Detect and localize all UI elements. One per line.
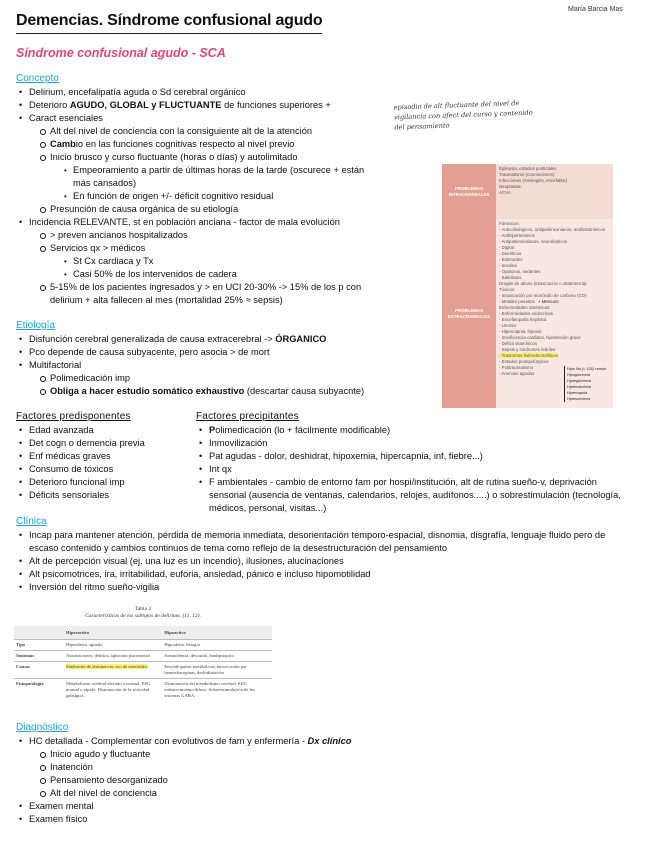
table2-cell-key: Tipo bbox=[14, 640, 64, 651]
diagnostico-subitem: Pensamiento desorganizado bbox=[16, 774, 351, 787]
concepto-subsubitem: • En función de origen +/- déficit cognitivo residual bbox=[16, 190, 364, 203]
causes-note-line: Hipercapnia bbox=[567, 391, 588, 395]
predisponentes-list bbox=[16, 424, 145, 502]
concepto-subitem: > preven ancianos hospitalizados bbox=[16, 229, 364, 242]
causes-extra-item: - Insulina bbox=[499, 263, 517, 268]
etiologia-subitem: Polimedicación imp bbox=[16, 372, 364, 385]
section-heading-concepto: Concepto bbox=[16, 73, 59, 84]
section-heading-clinica: Clínica bbox=[16, 516, 47, 527]
concepto-subitem: Cambio en las funciones cognitivas respecto al nivel previo bbox=[16, 138, 364, 151]
table2-cell-key: Fisiopatología bbox=[14, 679, 64, 702]
table2-caption: Tabla 2 Características de los subtipos de delirium. (11, 12). bbox=[85, 606, 201, 619]
concepto-item: • Delirium, encefalipatía aguda o Sd cerebral orgánico bbox=[16, 86, 364, 99]
causes-intra-item: Traumatismo (conmociones) bbox=[499, 172, 555, 177]
concepto-item: • Incidencia RELEVANTE, st en población anciana - factor de mala evolución bbox=[16, 216, 364, 229]
causes-note-line: Hipercalcemia bbox=[567, 385, 592, 389]
handwritten-note: episodio de alt fluctuante del nivel de vigilancia con afect del curso y contenido del pensamiento bbox=[393, 99, 533, 132]
clinica-item: • Inversión del ritmo sueño-vigilia bbox=[16, 581, 616, 594]
causes-row-intracraneal bbox=[442, 164, 613, 219]
causes-extra-item: - Anticolinérgicos, antiparkinsonianos, antihistamínicos bbox=[499, 227, 606, 232]
precipitantes-item: • Inmovilización bbox=[196, 437, 626, 450]
concepto-subitem: Inicio brusco y curso fluctuante (horas o días) y autolimitado bbox=[16, 151, 364, 164]
causes-intra-content bbox=[496, 164, 613, 219]
table2-cell-hiperactivo: Hiperalerta, agitado bbox=[64, 640, 162, 651]
concepto-subsubitem: • Empeoramiento a partir de últimas horas de la tarde (oscurece + están más cansados) bbox=[16, 164, 364, 190]
causes-intra-item: Epilepsia, estados postictales bbox=[499, 166, 557, 171]
predisponentes-item: • Det cogn o demencia previa bbox=[16, 437, 145, 450]
title-underline bbox=[16, 33, 322, 34]
concepto-subsubitem: • Casi 50% de los intervenidos de cadera bbox=[16, 268, 364, 281]
predisponentes-item: • Enf médicas graves bbox=[16, 450, 145, 463]
precipitantes-item: • Int qx bbox=[196, 463, 626, 476]
table2-cell-hipoactivo: Somnolencia, descuido, bradipsiquico bbox=[162, 651, 272, 662]
causes-extra-item: - Metales pesados + Mercurio bbox=[499, 299, 559, 304]
causes-extra-item: - Enfermedades endocrinas bbox=[499, 311, 553, 316]
clinica-item: • Alt de percepción visual (ej. una luz es un incendio), ilusiones, alucinaciones bbox=[16, 555, 616, 568]
etiologia-list bbox=[16, 333, 364, 398]
causes-note-line: Hiperuricemia bbox=[567, 397, 591, 401]
causes-extra-item: - Sepsis y síndromes febriles bbox=[499, 347, 556, 352]
clinica-list bbox=[16, 529, 616, 594]
page-subtitle: Síndrome confusional agudo - SCA bbox=[16, 46, 226, 60]
section-heading-diagnostico: Diagnóstico bbox=[16, 722, 69, 733]
etiologia-item: • Disfunción cerebral generalizada de causa extracerebral -> ÓRGANICO bbox=[16, 333, 364, 346]
causes-extra-item: - Hipercapnia, hipoxia bbox=[499, 329, 542, 334]
section-heading-etiologia: Etiología bbox=[16, 320, 55, 331]
concepto-subitem: Presunción de causa orgánica de su etiología bbox=[16, 203, 364, 216]
concepto-subitem: 5-15% de los pacientes ingresados y > en UCI 20-30% -> 15% de los p con delirium + alta fallecen al mes (mortalidad 25% ≈ sepsis) bbox=[16, 281, 364, 307]
etiologia-subitem: Obliga a hacer estudio somático exhaustivo (descartar causa subyacnte) bbox=[16, 385, 364, 398]
causes-extra-item: - Encefalopatía hepática bbox=[499, 317, 547, 322]
etiologia-item: • Multifactorial bbox=[16, 359, 364, 372]
precipitantes-item: • Pat agudas - dolor, deshidrat, hipoxemia, hipercapnia, inf, fiebre...) bbox=[196, 450, 626, 463]
causes-intra-item: ACVA bbox=[499, 190, 511, 195]
predisponentes-item: • Deterioro funcional imp bbox=[16, 476, 145, 489]
table2-cell-hiperactivo: Metabolismo cerebral elevado o normal. EEG normal o rápido. Disminución de la actividad gabalgica. bbox=[64, 679, 162, 702]
table2-cell-hiperactivo: Alucinaciones, delirios, agitación psicomotriz bbox=[64, 651, 162, 662]
diagnostico-subitem: Alt del nivel de conciencia bbox=[16, 787, 351, 800]
table2-cell-hipoactivo: Hipoalerta, letargia bbox=[162, 640, 272, 651]
table2-cell-hipoactivo: Encefalopatías metabólicas, intoxicación por benzodiacepinas, deshidratación bbox=[162, 662, 272, 679]
section-heading-predisponentes: Factores predisponentes bbox=[16, 411, 131, 422]
table2-row bbox=[14, 679, 272, 702]
table2-header: Hiperactivo bbox=[64, 626, 162, 640]
predisponentes-item: • Déficits sensoriales bbox=[16, 489, 145, 502]
diagnostico-subitem: Inicio agudo y fluctuante bbox=[16, 748, 351, 761]
causes-note-line: Hipoglucemia bbox=[567, 373, 591, 377]
causes-note-line: Hipo Na (< 135) común bbox=[567, 367, 607, 371]
table2-cell-hiperactivo: Síndromes de abstinencia, uso de esteroides. bbox=[64, 662, 162, 679]
causes-label-extra: PROBLEMAS EXTRACRANEALES bbox=[442, 219, 496, 408]
causes-extra-item: - Politraumatismo bbox=[499, 365, 534, 370]
section-heading-precipitantes: Factores precipitantes bbox=[196, 411, 299, 422]
author-name: María Barcia Mas bbox=[568, 6, 623, 13]
diagnostico-item: • Examen físico bbox=[16, 813, 351, 826]
page-title: Demencias. Síndrome confusional agudo bbox=[16, 12, 323, 29]
diagnostico-item: • HC detallada - Complementar con evolutivos de fam y enfermería - Dx clínico bbox=[16, 735, 351, 748]
clinica-item: • Alt psicomotrices, ira, irritabilidad, euforia, ansiedad, pánico e incluso hipomotilidad bbox=[16, 568, 616, 581]
table2-header: Hipoactivo bbox=[162, 626, 272, 640]
concepto-list bbox=[16, 86, 364, 307]
causes-intra-item: Neoplasias bbox=[499, 184, 521, 189]
predisponentes-item: • Edad avanzada bbox=[16, 424, 145, 437]
causes-extra-item: - Estados postquirúrgicos bbox=[499, 359, 549, 364]
causes-extra-item: - Salicilatos bbox=[499, 275, 522, 280]
precipitantes-list bbox=[196, 424, 626, 515]
causes-extra-item: - Trastornos hidroelectrolíticos bbox=[499, 353, 558, 358]
etiologia-item: • Pco depende de causa subyacente, pero asocia > de mort bbox=[16, 346, 364, 359]
concepto-subitem: Servicios qx > médicos bbox=[16, 242, 364, 255]
diagnostico-item: • Examen mental bbox=[16, 800, 351, 813]
causes-extra-item: - Anemias agudas bbox=[499, 371, 535, 376]
table2-row bbox=[14, 651, 272, 662]
concepto-item: • Deterioro AGUDO, GLOBAL y FLUCTUANTE de funciones superiores + bbox=[16, 99, 364, 112]
table2-row bbox=[14, 640, 272, 651]
causes-extra-item: - Uremia bbox=[499, 323, 516, 328]
causes-handwritten-note bbox=[564, 366, 617, 402]
table2-cell-key: Síntomas bbox=[14, 651, 64, 662]
causes-extra-item: Enfermedades sistémicas: bbox=[499, 305, 551, 310]
table2-header bbox=[14, 626, 64, 640]
causes-extra-item: - Antiparkinsonianos, neurolépticos bbox=[499, 239, 568, 244]
causes-extra-item: - Diuréticos bbox=[499, 251, 522, 256]
causes-extra-item: - Insuficiencia cardiaca, hipotensión grave bbox=[499, 335, 581, 340]
table2-row bbox=[14, 662, 272, 679]
causes-extra-item: - Esteroides bbox=[499, 257, 523, 262]
concepto-item: • Caract esenciales bbox=[16, 112, 364, 125]
causes-note-line: Hiperglucemia bbox=[567, 379, 592, 383]
diagnostico-subitem: Inatención bbox=[16, 761, 351, 774]
causes-extra-item: - Déficit vitamínicos bbox=[499, 341, 538, 346]
causes-extra-item: - Intoxicación por monóxido de carbono (CO) bbox=[499, 293, 587, 298]
table2-cell-key: Causas bbox=[14, 662, 64, 679]
causes-extra-item: - Digital bbox=[499, 245, 514, 250]
causes-extra-item: Tóxicos: bbox=[499, 287, 516, 292]
concepto-subitem: Alt del nivel de conciencia con la consiguiente alt de la atención bbox=[16, 125, 364, 138]
causes-extra-item: - Opiáceos, sedantes bbox=[499, 269, 541, 274]
delirium-subtypes-table bbox=[14, 626, 272, 701]
causes-extra-item: - Antihipertensivos bbox=[499, 233, 535, 238]
precipitantes-item: • Polimedicación (lo + fácilmente modificable) bbox=[196, 424, 626, 437]
table2-cell-hipoactivo: Disminución del metabolismo cerebral. EEG enlentecimiento difuso. Sobreestimulación de los sistemas GABA. bbox=[162, 679, 272, 702]
concepto-subsubitem: • St Cx cardiaca y Tx bbox=[16, 255, 364, 268]
predisponentes-item: • Consumo de tóxicos bbox=[16, 463, 145, 476]
clinica-item: • Incap para mantener atención, pérdida de memoria inmediata, desorientación temporo-espacial, disnomia, disgrafía, lenguaje fluido pero de escaso contenido y cambios continuos de tema como reflejo de la desestructuración del pensamiento bbox=[16, 529, 616, 555]
causes-label-intra: PROBLEMAS INTRACRANEALES bbox=[442, 164, 496, 219]
causes-extra-item: Drogas de abuso (intoxicación o abstinencia) bbox=[499, 281, 587, 286]
causes-extra-item: Fármacos: bbox=[499, 221, 520, 226]
diagnostico-list bbox=[16, 735, 351, 826]
precipitantes-item: • F ambientales - cambio de entorno fam por hospi/institución, alt de rutina sueño-v, deprivación sensorial (ausencia de ventanas, calendarios, relojes, audífonos.....) o sobrestimulación (tecnología, médicos, personal, visitas...) bbox=[196, 476, 626, 515]
causes-intra-item: Infecciones (meningitis, encefalitis) bbox=[499, 178, 568, 183]
causes-table-image bbox=[442, 164, 613, 408]
